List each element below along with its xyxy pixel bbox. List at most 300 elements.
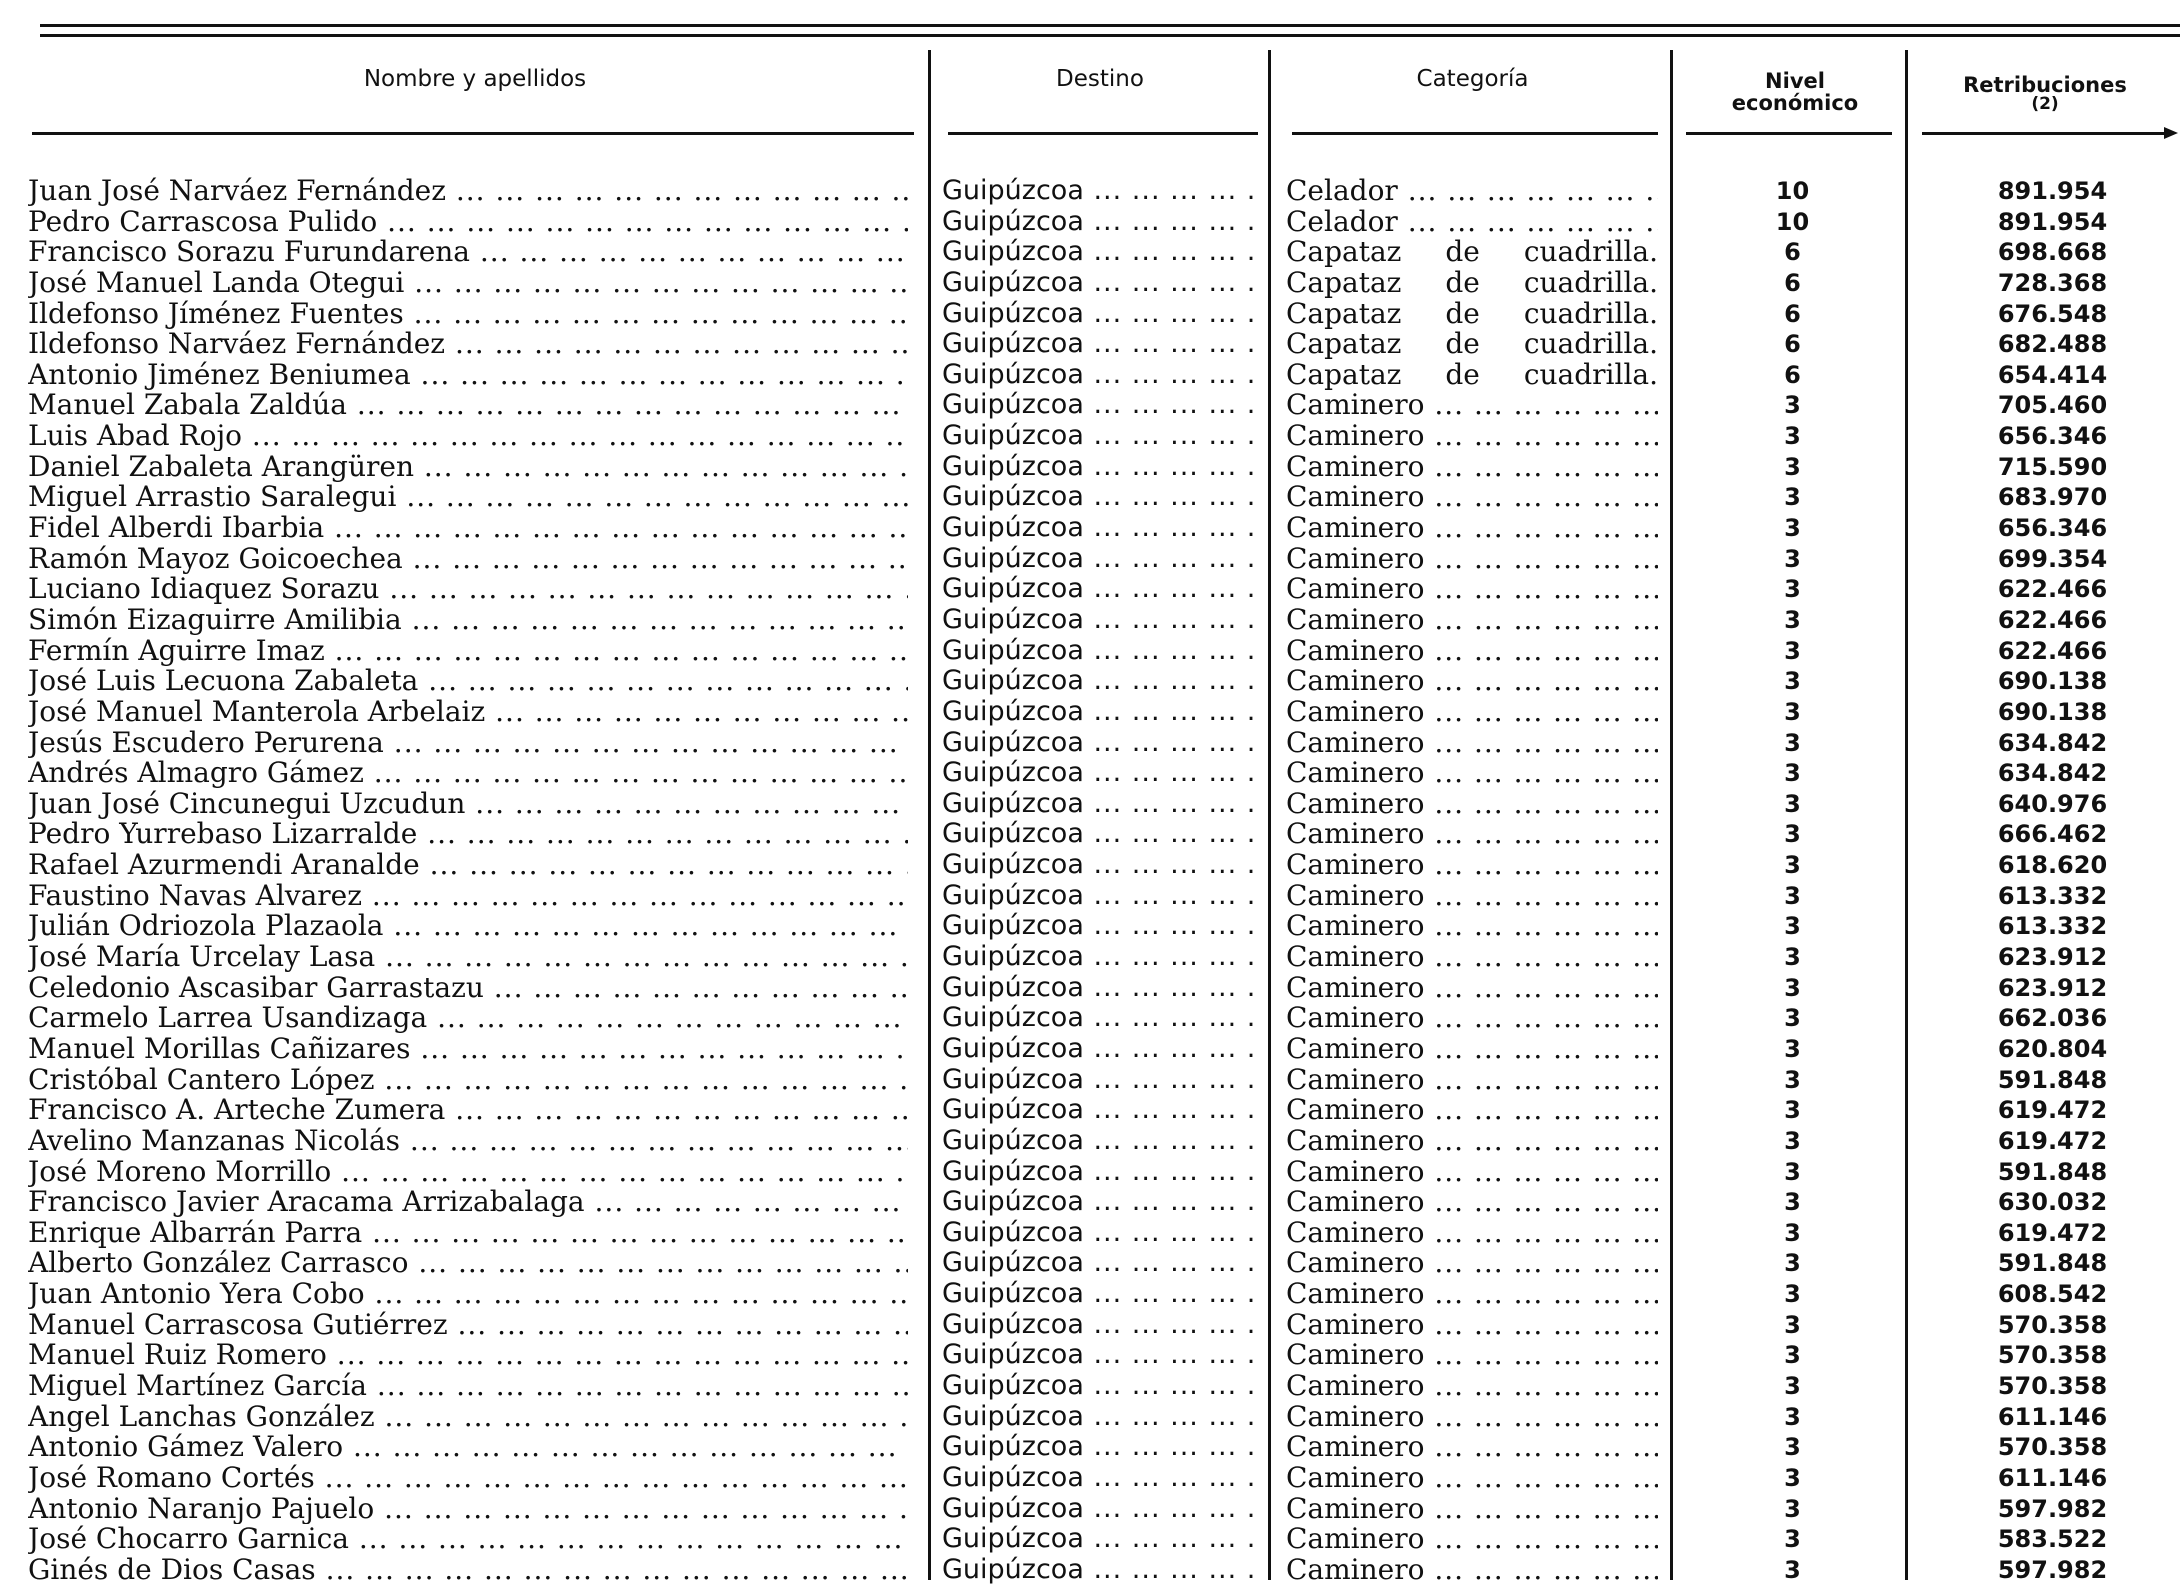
row-name-text: Faustino Navas Alvarez ... .	[28, 881, 908, 911]
row-nivel: 3	[1784, 881, 1801, 910]
table-row	[0, 1371, 2183, 1402]
table-row	[0, 1494, 2183, 1525]
row-retribuciones: 623.912	[1997, 943, 2108, 972]
row-categoria	[1286, 1279, 1658, 1309]
table-row	[0, 176, 2183, 207]
row-categoria	[1286, 605, 1658, 635]
row-destino	[942, 697, 1257, 727]
row-destino	[942, 421, 1257, 451]
row-destino-text: Guipúzcoa ... .	[942, 1279, 1257, 1309]
row-name	[28, 1065, 908, 1095]
row-retribuciones: 683.970	[1997, 483, 2108, 512]
table-row	[0, 850, 2183, 881]
row-name-text: Andrés Almagro Gámez ... .	[28, 758, 908, 788]
row-nivel: 3	[1784, 483, 1801, 512]
table-row	[0, 299, 2183, 330]
row-retribuciones: 570.358	[1997, 1371, 2108, 1400]
row-nivel: 3	[1784, 728, 1801, 757]
row-nivel: 3	[1784, 391, 1801, 420]
row-destino-text: Guipúzcoa ... .	[942, 1524, 1257, 1554]
row-destino	[942, 666, 1257, 696]
row-name-text: Pedro Yurrebaso Lizarralde ... .	[28, 819, 908, 849]
row-categoria	[1286, 1218, 1658, 1248]
row-destino-text: Guipúzcoa ... .	[942, 728, 1257, 758]
row-destino	[942, 452, 1257, 482]
row-categoria	[1286, 1555, 1658, 1585]
row-nivel: 3	[1784, 452, 1801, 481]
row-name	[28, 942, 908, 972]
row-retribuciones: 570.358	[1997, 1341, 2108, 1370]
row-retribuciones: 634.842	[1997, 759, 2108, 788]
row-categoria	[1286, 574, 1658, 604]
row-name-text: Simón Eizaguirre Amilibia ... .	[28, 605, 908, 635]
row-destino-text: Guipúzcoa ... .	[942, 789, 1257, 819]
row-name-text: Miguel Martínez García ... .	[28, 1371, 908, 1401]
row-destino-text: Guipúzcoa ... .	[942, 1432, 1257, 1462]
row-nivel: 3	[1784, 544, 1801, 573]
row-categoria	[1286, 850, 1658, 880]
row-categoria	[1286, 1463, 1658, 1493]
row-categoria-text: Caminero ... .	[1286, 390, 1658, 420]
row-name	[28, 850, 908, 880]
table-row	[0, 1310, 2183, 1341]
row-name	[28, 636, 908, 666]
row-nivel: 3	[1784, 1280, 1801, 1309]
table-row	[0, 390, 2183, 421]
row-nivel: 3	[1784, 943, 1801, 972]
row-categoria	[1286, 666, 1658, 696]
row-name	[28, 207, 908, 237]
row-destino	[942, 1310, 1257, 1340]
row-name-text: Juan José Cincunegui Uzcudun ... .	[28, 789, 908, 819]
row-name	[28, 973, 908, 1003]
row-destino	[942, 942, 1257, 972]
row-nivel: 3	[1784, 1157, 1801, 1186]
row-nivel: 3	[1784, 759, 1801, 788]
row-nivel: 3	[1784, 820, 1801, 849]
row-nivel: 3	[1784, 1218, 1801, 1247]
row-nivel: 3	[1784, 851, 1801, 880]
header-categoria: Categoría	[1416, 66, 1529, 92]
table-row	[0, 482, 2183, 513]
row-nivel: 6	[1784, 299, 1801, 328]
row-categoria	[1286, 452, 1658, 482]
table-row	[0, 1432, 2183, 1463]
row-nivel: 3	[1784, 912, 1801, 941]
row-categoria-text: Caminero ... .	[1286, 1555, 1658, 1585]
table-row	[0, 1463, 2183, 1494]
row-destino	[942, 1524, 1257, 1554]
row-nivel: 3	[1784, 1126, 1801, 1155]
row-destino-text: Guipúzcoa ... .	[942, 697, 1257, 727]
row-name-text: Rafael Azurmendi Aranalde ... .	[28, 850, 908, 880]
row-destino	[942, 1494, 1257, 1524]
row-name-text: Juan José Narváez Fernández ... .	[28, 176, 908, 206]
row-categoria-text: Caminero ... .	[1286, 911, 1658, 941]
row-nivel: 3	[1784, 1341, 1801, 1370]
row-name-text: Francisco Sorazu Furundarena ... .	[28, 237, 908, 267]
row-name-text: Antonio Jiménez Beniumea ... .	[28, 360, 908, 390]
row-nivel: 3	[1784, 973, 1801, 1002]
row-nivel: 3	[1784, 1065, 1801, 1094]
row-destino-text: Guipúzcoa ... .	[942, 1034, 1257, 1064]
row-destino-text: Guipúzcoa ... .	[942, 482, 1257, 512]
row-destino	[942, 1463, 1257, 1493]
row-nivel: 3	[1784, 514, 1801, 543]
table-row	[0, 973, 2183, 1004]
row-retribuciones: 570.358	[1997, 1310, 2108, 1339]
table-row	[0, 1065, 2183, 1096]
row-destino-text: Guipúzcoa ... .	[942, 1248, 1257, 1278]
row-name-text: Avelino Manzanas Nicolás ... .	[28, 1126, 908, 1156]
row-categoria	[1286, 390, 1658, 420]
row-categoria	[1286, 1187, 1658, 1217]
row-destino	[942, 1218, 1257, 1248]
table-row	[0, 881, 2183, 912]
row-categoria-text: Celador ... .	[1286, 207, 1658, 237]
row-name-text: Manuel Ruiz Romero ... .	[28, 1340, 908, 1370]
row-name	[28, 911, 908, 941]
row-categoria-text: Caminero ... .	[1286, 1279, 1658, 1309]
row-nivel: 3	[1784, 1249, 1801, 1278]
row-destino	[942, 911, 1257, 941]
row-name	[28, 1157, 908, 1187]
row-retribuciones: 728.368	[1997, 268, 2108, 297]
row-destino	[942, 1371, 1257, 1401]
row-destino	[942, 207, 1257, 237]
row-categoria	[1286, 268, 1658, 298]
row-nivel: 3	[1784, 1555, 1801, 1584]
row-categoria-text: Caminero ... .	[1286, 1494, 1658, 1524]
row-nivel: 3	[1784, 697, 1801, 726]
header-rule	[948, 132, 1258, 135]
row-destino	[942, 973, 1257, 1003]
row-retribuciones: 619.472	[1997, 1218, 2108, 1247]
header-rule	[1686, 132, 1892, 135]
row-name	[28, 1310, 908, 1340]
row-name-text: Celedonio Ascasibar Garrastazu ... .	[28, 973, 908, 1003]
row-name-text: José Manuel Manterola Arbelaiz ... .	[28, 697, 908, 727]
row-destino-text: Guipúzcoa ... .	[942, 299, 1257, 329]
row-nivel: 6	[1784, 238, 1801, 267]
table-row	[0, 1218, 2183, 1249]
row-destino-text: Guipúzcoa ... .	[942, 207, 1257, 237]
row-categoria	[1286, 1034, 1658, 1064]
row-name-text: Francisco Javier Aracama Arrizabalaga ... .	[28, 1187, 908, 1217]
row-categoria	[1286, 1494, 1658, 1524]
row-retribuciones: 597.982	[1997, 1555, 2108, 1584]
row-destino-text: Guipúzcoa ... .	[942, 819, 1257, 849]
row-name	[28, 1095, 908, 1125]
row-destino	[942, 819, 1257, 849]
row-categoria	[1286, 1432, 1658, 1462]
row-destino	[942, 237, 1257, 267]
row-categoria-text: Caminero ... .	[1286, 1034, 1658, 1064]
table-row	[0, 1402, 2183, 1433]
arrow-icon	[2164, 127, 2178, 139]
row-retribuciones: 613.332	[1997, 912, 2108, 941]
row-name	[28, 329, 908, 359]
row-name-text: Manuel Carrascosa Gutiérrez ... .	[28, 1310, 908, 1340]
row-categoria	[1286, 1003, 1658, 1033]
row-categoria	[1286, 911, 1658, 941]
row-name	[28, 1034, 908, 1064]
header-retribuciones-label: Retribuciones	[1963, 73, 2127, 97]
row-categoria	[1286, 789, 1658, 819]
row-retribuciones: 656.346	[1997, 422, 2108, 451]
row-nivel: 6	[1784, 330, 1801, 359]
table-row	[0, 513, 2183, 544]
header-rule	[1922, 132, 2164, 135]
row-name-text: Ginés de Dios Casas ... .	[28, 1555, 908, 1585]
row-categoria	[1286, 1095, 1658, 1125]
row-name	[28, 482, 908, 512]
row-retribuciones: 891.954	[1997, 177, 2108, 205]
row-destino-text: Guipúzcoa ... .	[942, 390, 1257, 420]
row-categoria-text: Capataz de cuadrilla.	[1286, 329, 1658, 360]
row-categoria	[1286, 299, 1658, 329]
table-row	[0, 1095, 2183, 1126]
row-name-text: José Manuel Landa Otegui ... .	[28, 268, 908, 298]
row-nivel: 3	[1784, 636, 1801, 665]
row-name	[28, 1432, 908, 1462]
table-row	[0, 360, 2183, 391]
row-categoria	[1286, 1065, 1658, 1095]
row-nivel: 3	[1784, 789, 1801, 818]
row-name-text: Luciano Idiaquez Sorazu ... .	[28, 574, 908, 604]
row-categoria-text: Caminero ... .	[1286, 574, 1658, 604]
row-retribuciones: 622.466	[1997, 605, 2108, 634]
row-name	[28, 789, 908, 819]
row-categoria	[1286, 176, 1658, 206]
row-name	[28, 390, 908, 420]
row-name	[28, 1248, 908, 1278]
row-retribuciones: 608.542	[1997, 1280, 2108, 1309]
row-categoria	[1286, 544, 1658, 574]
row-categoria-text: Caminero ... .	[1286, 1003, 1658, 1033]
row-destino-text: Guipúzcoa ... .	[942, 850, 1257, 880]
table-row	[0, 1555, 2183, 1586]
row-name	[28, 299, 908, 329]
row-destino-text: Guipúzcoa ... .	[942, 1340, 1257, 1370]
row-retribuciones: 699.354	[1997, 544, 2108, 573]
row-categoria	[1286, 237, 1658, 267]
row-categoria-text: Caminero ... .	[1286, 881, 1658, 911]
row-name-text: José María Urcelay Lasa ... .	[28, 942, 908, 972]
row-categoria-text: Caminero ... .	[1286, 1157, 1658, 1187]
row-destino	[942, 1279, 1257, 1309]
row-retribuciones: 622.466	[1997, 575, 2108, 604]
row-name	[28, 574, 908, 604]
row-retribuciones: 619.472	[1997, 1096, 2108, 1125]
table-row	[0, 1034, 2183, 1065]
row-retribuciones: 620.804	[1997, 1034, 2108, 1063]
table-row	[0, 1157, 2183, 1188]
row-nivel: 3	[1784, 1433, 1801, 1462]
table-row	[0, 544, 2183, 575]
row-categoria-text: Caminero ... .	[1286, 1524, 1658, 1554]
table-body	[0, 176, 2183, 1585]
row-categoria	[1286, 973, 1658, 1003]
row-name	[28, 1402, 908, 1432]
table-row	[0, 237, 2183, 268]
row-retribuciones: 570.358	[1997, 1433, 2108, 1462]
row-retribuciones: 611.146	[1997, 1463, 2108, 1492]
row-nivel: 3	[1784, 1310, 1801, 1339]
row-destino	[942, 1432, 1257, 1462]
table-row	[0, 1187, 2183, 1218]
row-destino	[942, 544, 1257, 574]
row-retribuciones: 698.668	[1997, 238, 2108, 267]
table-row	[0, 728, 2183, 759]
row-categoria-text: Caminero ... .	[1286, 1432, 1658, 1462]
row-categoria-text: Caminero ... .	[1286, 513, 1658, 543]
row-destino-text: Guipúzcoa ... .	[942, 544, 1257, 574]
row-destino-text: Guipúzcoa ... .	[942, 268, 1257, 298]
row-nivel: 3	[1784, 1096, 1801, 1125]
row-categoria-text: Caminero ... .	[1286, 789, 1658, 819]
row-destino	[942, 1126, 1257, 1156]
row-categoria-text: Caminero ... .	[1286, 666, 1658, 696]
table-row	[0, 1340, 2183, 1371]
row-destino-text: Guipúzcoa ... .	[942, 881, 1257, 911]
row-name-text: Fidel Alberdi Ibarbia ... .	[28, 513, 908, 543]
header-destino: Destino	[1056, 66, 1144, 92]
row-categoria-text: Caminero ... .	[1286, 1187, 1658, 1217]
row-name	[28, 1555, 908, 1585]
row-categoria	[1286, 728, 1658, 758]
table-row	[0, 819, 2183, 850]
row-categoria-text: Capataz de cuadrilla.	[1286, 298, 1658, 329]
row-retribuciones: 654.414	[1997, 360, 2108, 389]
row-destino	[942, 329, 1257, 359]
row-name	[28, 1279, 908, 1309]
table-row	[0, 636, 2183, 667]
row-name	[28, 268, 908, 298]
row-nivel: 3	[1784, 1371, 1801, 1400]
row-destino	[942, 299, 1257, 329]
row-destino-text: Guipúzcoa ... .	[942, 360, 1257, 390]
row-name-text: Manuel Morillas Cañizares ... .	[28, 1034, 908, 1064]
row-name	[28, 605, 908, 635]
row-retribuciones: 634.842	[1997, 728, 2108, 757]
row-retribuciones: 623.912	[1997, 973, 2108, 1002]
table-row	[0, 697, 2183, 728]
row-retribuciones: 622.466	[1997, 636, 2108, 665]
row-retribuciones: 640.976	[1997, 789, 2108, 818]
row-categoria-text: Capataz de cuadrilla.	[1286, 359, 1658, 390]
row-destino	[942, 728, 1257, 758]
row-destino	[942, 1003, 1257, 1033]
row-destino-text: Guipúzcoa ... .	[942, 942, 1257, 972]
header-rule	[32, 132, 914, 135]
table-row	[0, 605, 2183, 636]
row-destino	[942, 1402, 1257, 1432]
table-row	[0, 911, 2183, 942]
row-destino	[942, 850, 1257, 880]
row-name-text: Daniel Zabaleta Arangüren ... .	[28, 452, 908, 482]
header-retribuciones-note: (2)	[2031, 94, 2059, 114]
row-retribuciones: 715.590	[1997, 452, 2108, 481]
row-categoria-text: Caminero ... .	[1286, 421, 1658, 451]
row-categoria	[1286, 1371, 1658, 1401]
row-name-text: Manuel Zabala Zaldúa ... .	[28, 390, 908, 420]
row-name-text: Pedro Carrascosa Pulido ... .	[28, 207, 908, 237]
row-destino-text: Guipúzcoa ... .	[942, 176, 1257, 206]
row-destino	[942, 881, 1257, 911]
row-retribuciones: 690.138	[1997, 667, 2108, 696]
row-name	[28, 176, 908, 206]
row-destino-text: Guipúzcoa ... .	[942, 237, 1257, 267]
row-destino	[942, 758, 1257, 788]
table-row	[0, 1248, 2183, 1279]
table-row	[0, 666, 2183, 697]
table-row	[0, 1126, 2183, 1157]
row-destino-text: Guipúzcoa ... .	[942, 666, 1257, 696]
row-categoria-text: Capataz de cuadrilla.	[1286, 237, 1658, 268]
row-nivel: 3	[1784, 422, 1801, 451]
row-name-text: Luis Abad Rojo ... .	[28, 421, 908, 451]
row-retribuciones: 583.522	[1997, 1525, 2108, 1554]
row-destino-text: Guipúzcoa ... .	[942, 636, 1257, 666]
table-row	[0, 452, 2183, 483]
row-name	[28, 881, 908, 911]
row-destino	[942, 390, 1257, 420]
row-categoria	[1286, 1402, 1658, 1432]
top-rule	[40, 34, 2180, 37]
row-categoria-text: Caminero ... .	[1286, 482, 1658, 512]
row-categoria	[1286, 482, 1658, 512]
row-categoria	[1286, 360, 1658, 390]
row-destino-text: Guipúzcoa ... .	[942, 1402, 1257, 1432]
row-categoria-text: Caminero ... .	[1286, 697, 1658, 727]
row-destino	[942, 1065, 1257, 1095]
row-name-text: Ramón Mayoz Goicoechea ... .	[28, 544, 908, 574]
row-nivel: 3	[1784, 1188, 1801, 1217]
row-destino-text: Guipúzcoa ... .	[942, 911, 1257, 941]
row-name	[28, 1187, 908, 1217]
row-destino-text: Guipúzcoa ... .	[942, 973, 1257, 1003]
row-categoria-text: Caminero ... .	[1286, 605, 1658, 635]
table-row	[0, 1524, 2183, 1555]
row-destino	[942, 482, 1257, 512]
row-destino-text: Guipúzcoa ... .	[942, 1494, 1257, 1524]
row-categoria	[1286, 881, 1658, 911]
row-destino-text: Guipúzcoa ... .	[942, 329, 1257, 359]
row-retribuciones: 591.848	[1997, 1249, 2108, 1278]
row-nivel: 3	[1784, 605, 1801, 634]
row-categoria-text: Caminero ... .	[1286, 1402, 1658, 1432]
row-name-text: Miguel Arrastio Saralegui ... .	[28, 482, 908, 512]
row-name-text: Ildefonso Jíménez Fuentes ... .	[28, 299, 908, 329]
row-name-text: Cristóbal Cantero López ... .	[28, 1065, 908, 1095]
row-nivel: 10	[1775, 207, 1810, 236]
row-name-text: Alberto González Carrasco ... .	[28, 1248, 908, 1278]
row-name	[28, 1463, 908, 1493]
row-retribuciones: 690.138	[1997, 697, 2108, 726]
row-categoria-text: Caminero ... .	[1286, 1065, 1658, 1095]
row-categoria-text: Caminero ... .	[1286, 1340, 1658, 1370]
table-row	[0, 421, 2183, 452]
row-destino-text: Guipúzcoa ... .	[942, 452, 1257, 482]
row-categoria	[1286, 819, 1658, 849]
row-retribuciones: 613.332	[1997, 881, 2108, 910]
row-name	[28, 421, 908, 451]
row-name-text: Julián Odriozola Plazaola ... .	[28, 911, 908, 941]
top-rule	[40, 24, 2180, 27]
row-destino	[942, 1555, 1257, 1585]
row-destino	[942, 605, 1257, 635]
